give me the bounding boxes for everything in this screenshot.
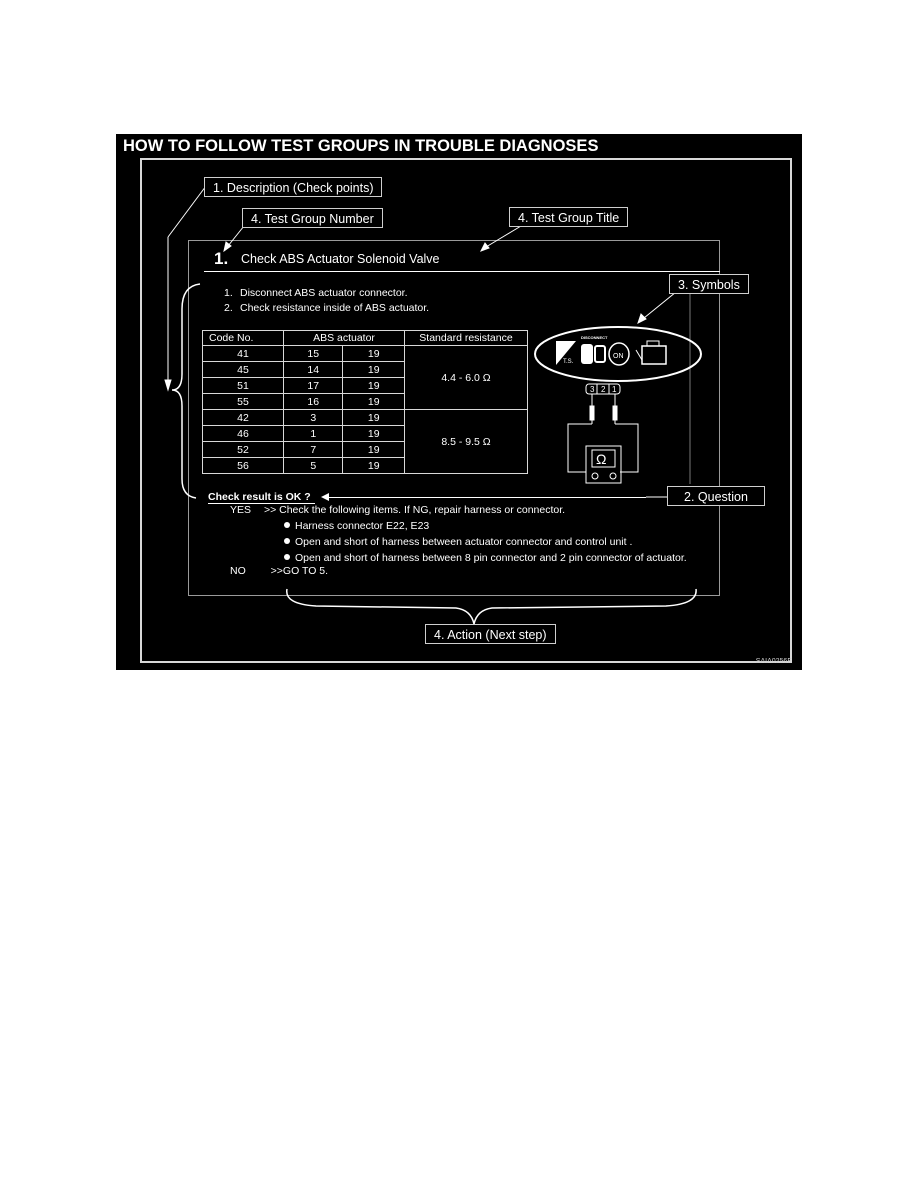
table-row: 56 5 19 [203,458,528,474]
table-row: 45 14 19 [203,362,528,378]
table-row: 41 15 19 4.4 - 6.0 Ω [203,346,528,362]
yes-label: YES [230,504,252,516]
callout-description: 1. Description (Check points) [204,177,382,197]
yes-item: Harness connector E22, E23 [284,520,429,532]
step-item: 2. Check resistance inside of ABS actuator. [224,302,430,314]
figure-title: HOW TO FOLLOW TEST GROUPS IN TROUBLE DIAGNOSES [123,137,599,155]
question-arrow-line [326,497,646,498]
test-group-title: Check ABS Actuator Solenoid Valve [241,252,440,266]
header-standard-resistance: Standard resistance [405,331,528,346]
svg-text:DISCONNECT: DISCONNECT [581,335,608,340]
pin-1: 1 [612,385,617,394]
check-question: Check result is OK ? [208,491,315,504]
table-row: 52 7 19 [203,442,528,458]
ignition-on-icon [609,343,629,365]
table-row: 46 1 19 [203,426,528,442]
ts-service-data-icon [556,341,576,365]
diagnosis-figure-panel [116,134,802,670]
table-row: 55 16 19 [203,394,528,410]
ohm-symbol: Ω [596,451,607,467]
resistance-table [202,330,528,474]
svg-text:T.S.: T.S. [563,359,574,365]
test-group-number: 1. [214,249,229,268]
arrowhead [165,380,171,390]
title-underline [204,271,720,272]
callout-test-group-number: 4. Test Group Number [242,208,383,228]
no-answer [230,565,328,577]
header-abs-actuator: ABS actuator [284,331,405,346]
table-row: 42 3 19 8.5 - 9.5 Ω [203,410,528,426]
callout-symbols: 3. Symbols [669,274,749,294]
header-code-no: Code No. [203,331,284,346]
table-header-row [203,331,528,346]
disconnect-connector-icon [581,335,608,364]
svg-text:ON: ON [613,353,624,360]
callout-test-group-title: 4. Test Group Title [509,207,628,227]
step-item: 1. Disconnect ABS actuator connector. [224,287,408,299]
bullet-icon [284,538,290,544]
callout-action: 4. Action (Next step) [425,624,556,644]
yes-item: Open and short of harness between actuator connector and control unit . [284,536,632,548]
no-label: NO [230,565,246,577]
description-steps [224,286,429,316]
pin-3: 3 [590,385,595,394]
bullet-icon [284,554,290,560]
resistance-range-1: 4.4 - 6.0 Ω [405,346,528,410]
no-text: >>GO TO 5. [270,565,329,577]
resistance-range-2: 8.5 - 9.5 Ω [405,410,528,474]
figure-code: SAIA0256E [755,658,792,665]
yes-item: Open and short of harness between 8 pin connector and 2 pin connector of actuator. [284,552,687,564]
bullet-icon [284,522,290,528]
engine-icon [636,341,666,364]
pin-2: 2 [601,385,606,394]
yes-answer [230,504,565,516]
table-row: 51 17 19 [203,378,528,394]
callout-question: 2. Question [667,486,765,506]
yes-text: >> Check the following items. If NG, repair harness or connector. [263,504,566,516]
